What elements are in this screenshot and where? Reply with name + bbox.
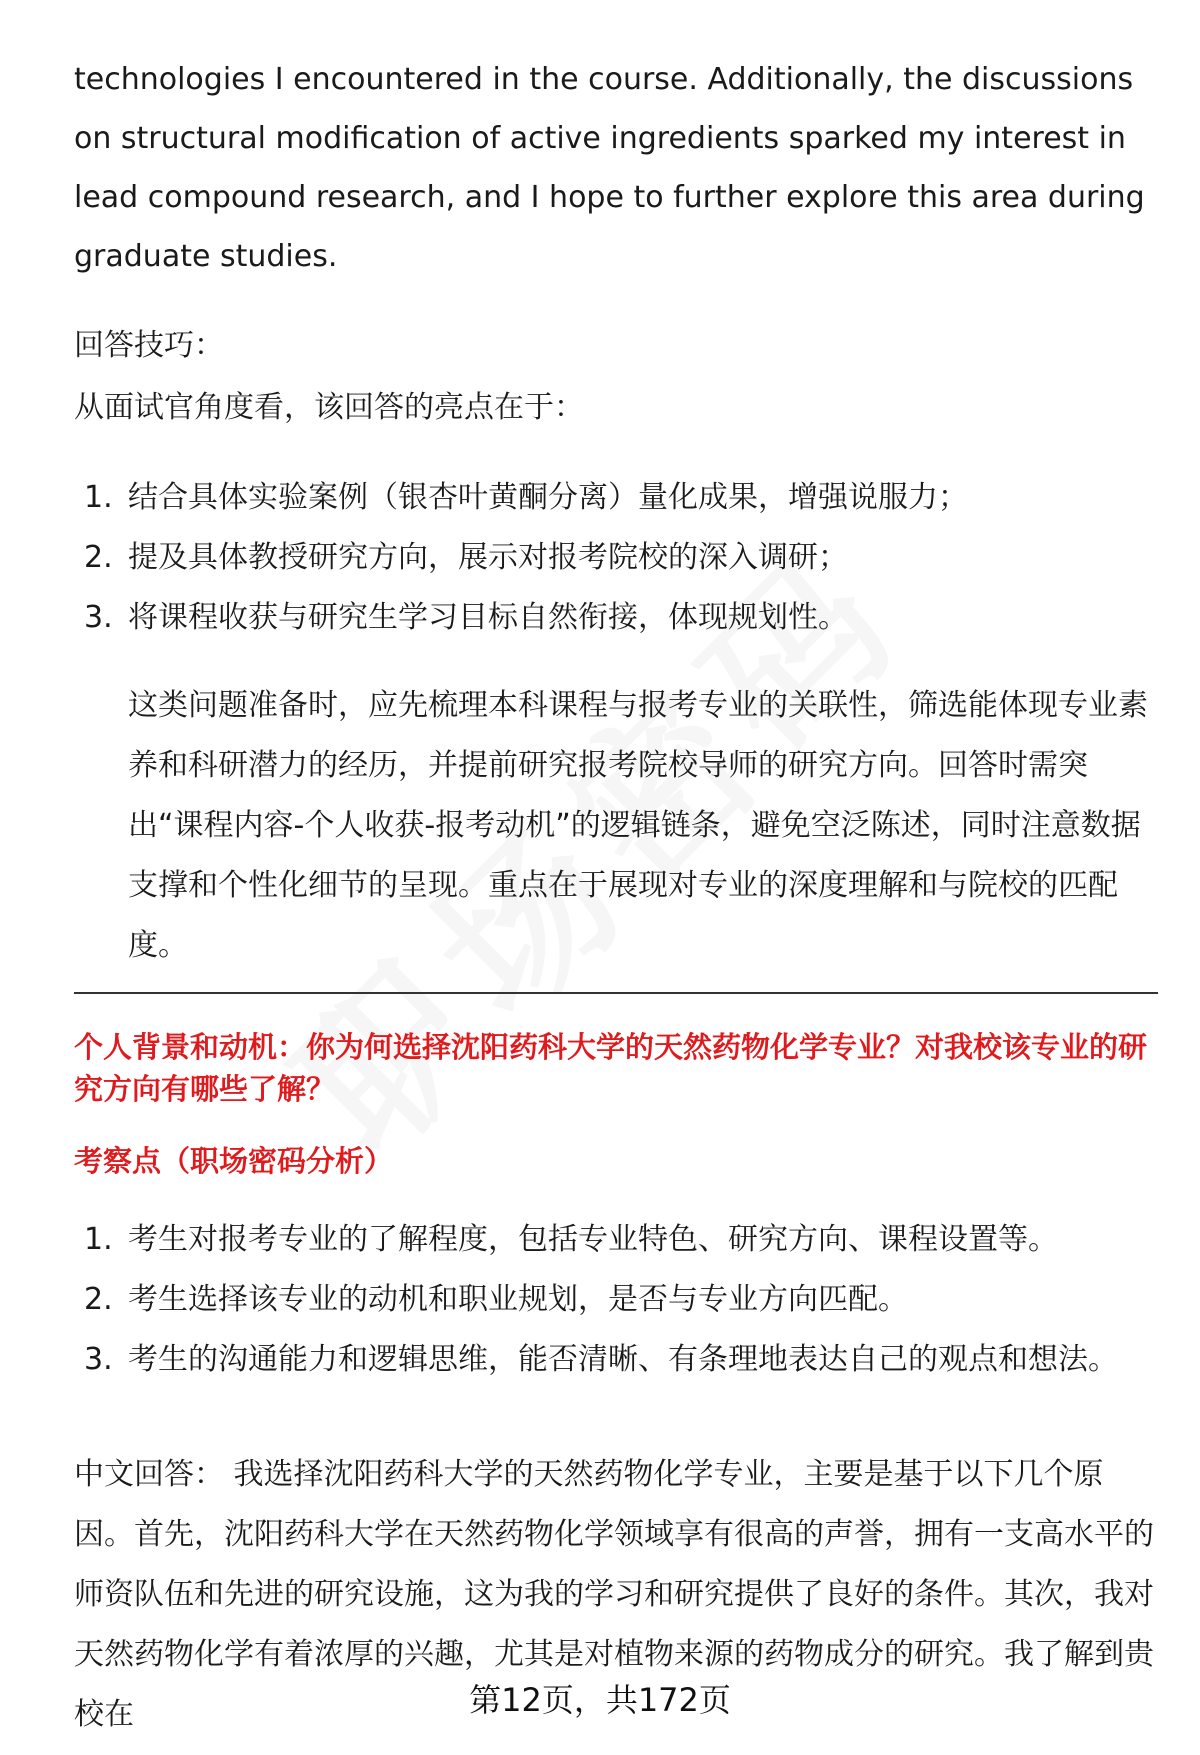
list-item — [74, 1210, 1158, 1270]
list-text: 考生对报考专业的了解程度，包括专业特色、研究方向、课程设置等。 — [128, 1222, 1058, 1257]
chinese-answer: 中文回答： 我选择沈阳药科大学的天然药物化学专业，主要是基于以下几个原因。首先，沈阳药科大学在天然药物化学领域享有很高的声誉，拥有一支高水平的师资队伍和先进的研究设施，这为我的学习和研究提供了良好的条件。其次，我对天然药物化学有着浓厚的兴趣，尤其是对植物来源的药物成分的研究。我了解到贵校在 — [74, 1457, 1154, 1732]
list-number: 3. — [84, 1342, 113, 1377]
list-item — [74, 528, 1158, 588]
tips-title: 回答技巧： — [74, 328, 224, 363]
list-item — [74, 1330, 1158, 1390]
list-number: 2. — [84, 1282, 113, 1317]
list-text: 将课程收获与研究生学习目标自然衔接，体现规划性。 — [128, 600, 848, 635]
list-text: 考生选择该专业的动机和职业规划，是否与专业方向匹配。 — [128, 1282, 908, 1317]
tips-lead: 从面试官角度看，该回答的亮点在于： — [74, 390, 584, 425]
list-number: 1. — [84, 1222, 113, 1257]
analysis-subtitle: 考察点（职场密码分析） — [74, 1144, 394, 1178]
question-title: 个人背景和动机：你为何选择沈阳药科大学的天然药物化学专业？对我校该专业的研究方向有哪些了解？ — [74, 1030, 1148, 1106]
list-text: 提及具体教授研究方向，展示对报考院校的深入调研； — [128, 540, 848, 575]
list-text: 考生的沟通能力和逻辑思维，能否清晰、有条理地表达自己的观点和想法。 — [128, 1342, 1118, 1377]
section-divider — [74, 992, 1158, 994]
intro-paragraph: technologies I encountered in the course. Additionally, the discussions on structural modification of active ingredients sparked my interest in lead compound research, and I hope to further explore this area during graduate studies. — [74, 62, 1145, 274]
list-item — [74, 588, 1158, 648]
list-number: 1. — [84, 480, 113, 515]
list-number: 3. — [84, 600, 113, 635]
analysis-points-list — [74, 1210, 1158, 1390]
tips-advice: 这类问题准备时，应先梳理本科课程与报考专业的关联性，筛选能体现专业素养和科研潜力的经历，并提前研究报考院校导师的研究方向。回答时需突出“课程内容-个人收获-报考动机”的逻辑链条，避免空泛陈述，同时注意数据支撑和个性化细节的呈现。重点在于展现对专业的深度理解和与院校的匹配度。 — [128, 688, 1148, 963]
list-item — [74, 468, 1158, 528]
tips-list — [74, 468, 1158, 648]
list-text: 结合具体实验案例（银杏叶黄酮分离）量化成果，增强说服力； — [128, 480, 968, 515]
list-number: 2. — [84, 540, 113, 575]
list-item — [74, 1270, 1158, 1330]
page-footer: 第12页，共172页 — [469, 1681, 731, 1719]
